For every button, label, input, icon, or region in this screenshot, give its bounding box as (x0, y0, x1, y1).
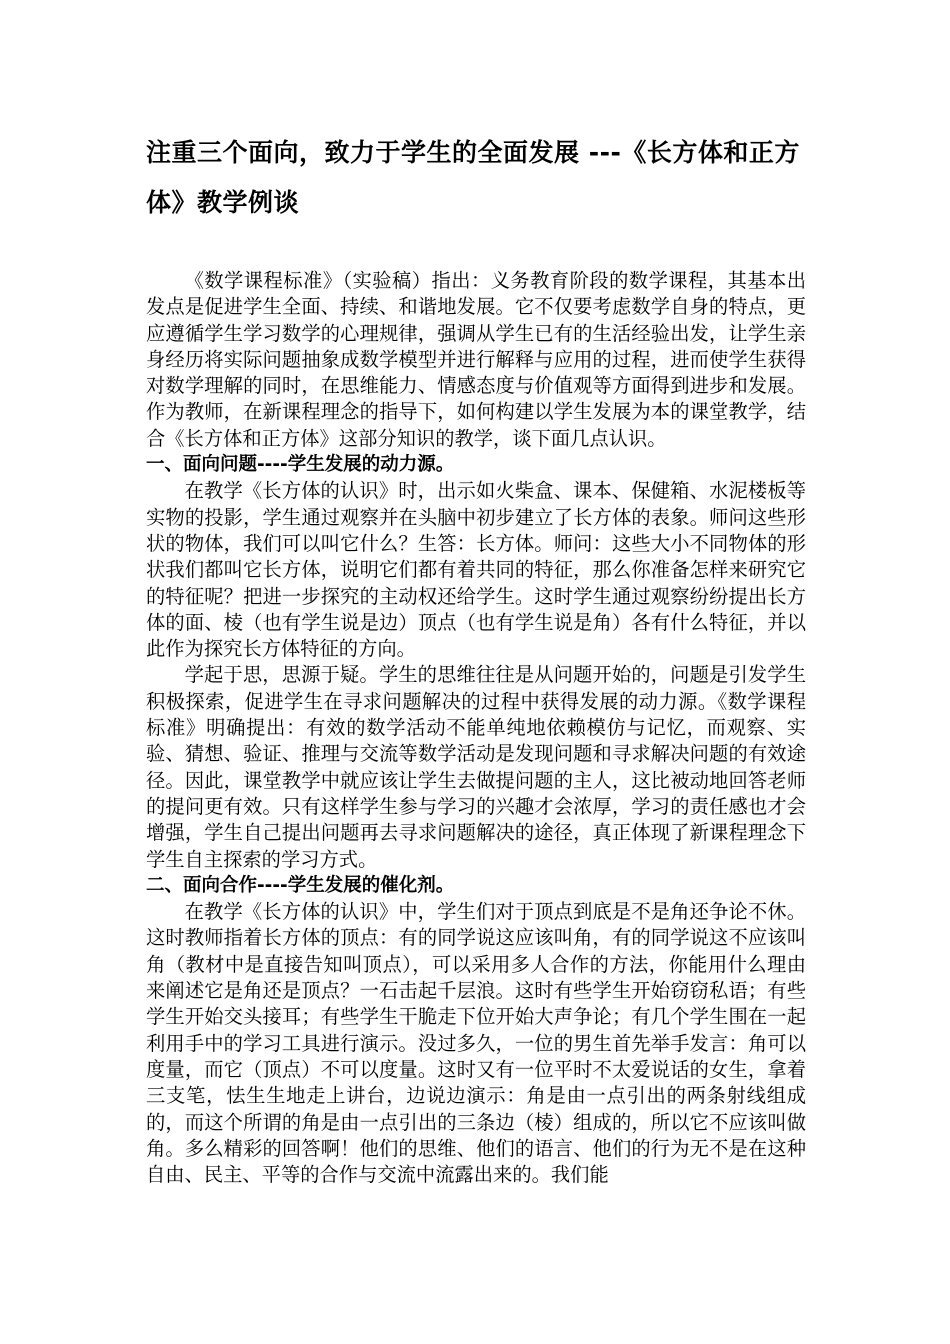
section-2-paragraph-1: 在教学《长方体的认识》中，学生们对于顶点到底是不是角还争论不休。这时教师指着长方体的顶点：有的同学说这应该叫角，有的同学说这不应该叫角（教材中是直接告知叫顶点），可以采用多人合作的方法，你能用什么理由来阐述它是角还是顶点？一石击起千层浪。这时有些学生开始窃窃私语；有些学生开始交头接耳；有些学生干脆走下位开始大声争论；有几个学生围在一起利用手中的学习工具进行演示。没过多久，一位的男生首先举手发言：角可以度量，而它（顶点）不可以度量。这时又有一位平时不太爱说话的女生，拿着三支笔，怯生生地走上讲台，边说边演示：角是由一点引出的两条射线组成的，而这个所谓的角是由一点引出的三条边（棱）组成的，所以它不应该叫做角。多么精彩的回答啊！他们的思维、他们的语言、他们的行为无不是在这种自由、民主、平等的合作与交流中流露出来的。我们能 (146, 900, 806, 1187)
intro-paragraph: 《数学课程标准》（实验稿）指出：义务教育阶段的数学课程，其基本出发点是促进学生全面、持续、和谐地发展。它不仅要考虑数学自身的特点，更应遵循学生学习数学的心理规律，强调从学生已有的生活经验出发，让学生亲身经历将实际问题抽象成数学模型并进行解释与应用的过程，进而使学生获得对数学理解的同时，在思维能力、情感态度与价值观等方面得到进步和发展。作为教师，在新课程理念的指导下，如何构建以学生发展为本的课堂教学，结合《长方体和正方体》这部分知识的教学，谈下面几点认识。 (146, 269, 806, 450)
section-1-paragraph-2: 学起于思，思源于疑。学生的思维往往是从问题开始的，问题是引发学生积极探索，促进学生在寻求问题解决的过程中获得发展的动力源。《数学课程标准》明确提出：有效的数学活动不能单纯地依赖模仿与记忆，而观察、实验、猜想、验证、推理与交流等数学活动是发现问题和寻求解决问题的有效途径。因此，课堂教学中就应该让学生去做提问题的主人，这比被动地回答老师的提问更有效。只有这样学生参与学习的兴趣才会浓厚，学习的责任感也才会增强，学生自己提出问题再去寻求问题解决的途径，真正体现了新课程理念下学生自主探索的学习方式。 (146, 663, 806, 871)
document-title: 注重三个面向，致力于学生的全面发展 ---《长方体和正方体》教学例谈 (146, 138, 800, 217)
section-1-paragraph-1: 在教学《长方体的认识》时，出示如火柴盒、课本、保健箱、水泥楼板等实物的投影，学生通过观察并在头脑中初步建立了长方体的表象。师问这些形状的物体，我们可以叫它什么？生答：长方体。师问：这些大小不同物体的形状我们都叫它长方体，说明它们都有着共同的特征，那么你准备怎样来研究它的特征呢？把进一步探究的主动权还给学生。这时学生通过观察纷纷提出长方体的面、棱（也有学生说是边）顶点（也有学生说是角）各有什么特征，并以此作为探究长方体特征的方向。 (146, 479, 806, 661)
section-heading-cooperation: 二、面向合作----学生发展的催化剂。 (146, 874, 455, 896)
document-body (146, 268, 806, 1188)
document-page (146, 0, 806, 1188)
section-heading-problem: 一、面向问题----学生发展的动力源。 (146, 454, 455, 476)
